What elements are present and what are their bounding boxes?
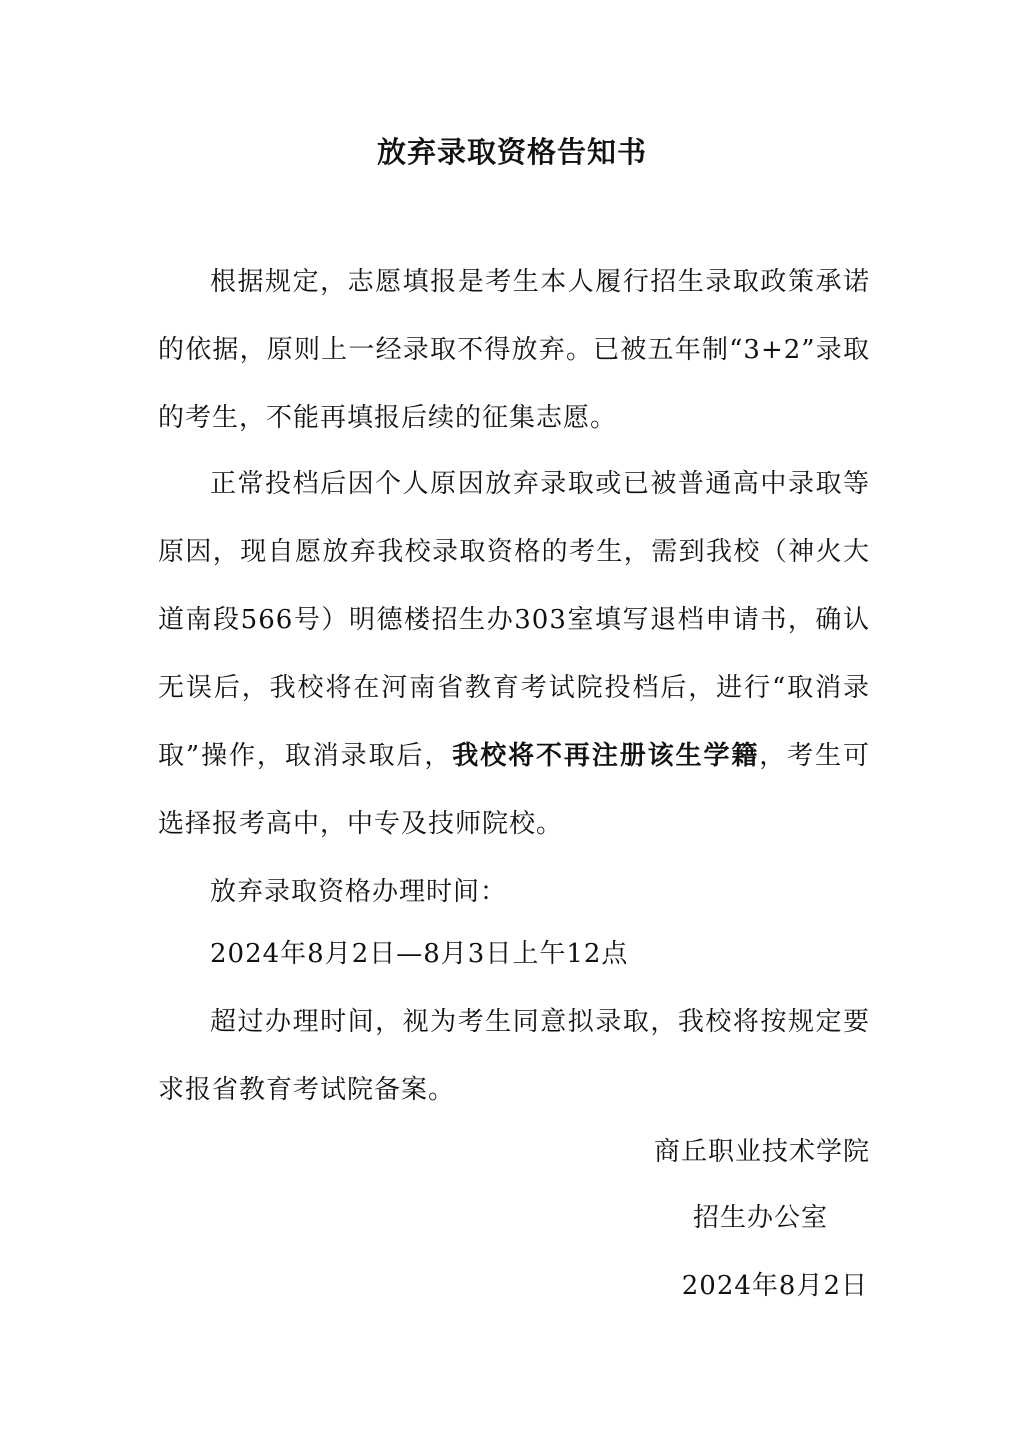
- paragraph-policy: [158, 248, 870, 452]
- processing-time-range: [158, 920, 870, 988]
- withdrawal-text-emphasis: 我校将不再注册该生学籍: [452, 741, 760, 771]
- paragraph-overdue-text: 超过办理时间，视为考生同意拟录取，我校将按规定要求报省教育考试院备案。: [158, 1007, 870, 1105]
- withdrawal-text-part1: 正常投档后因个人原因放弃录取或已被普通高中录取等原因，现自愿放弃我校录取资格的考生，需到我校（神火大道南段566号）明德楼招生办303室填写退档申请书，确认无误后，我校将在河南省教育考试院投档后，进行“取消录取”操作，取消录取后，: [158, 469, 870, 771]
- signature-organization: 商丘职业技术学院: [653, 1137, 870, 1167]
- processing-time-heading-text: 放弃录取资格办理时间：: [210, 877, 508, 907]
- paragraph-withdrawal-procedure: [158, 450, 870, 858]
- paragraph-policy-text: 根据规定，志愿填报是考生本人履行招生录取政策承诺的依据，原则上一经录取不得放弃。已被五年制“3+2”录取的考生，不能再填报后续的征集志愿。: [158, 267, 870, 433]
- processing-time-range-text: 2024年8月2日—8月3日上午12点: [210, 939, 629, 969]
- paragraph-withdrawal-text: [158, 450, 870, 858]
- signature-office: 招生办公室: [692, 1203, 828, 1233]
- document-title: 放弃录取资格告知书: [376, 135, 647, 169]
- processing-time-heading: [158, 858, 870, 926]
- paragraph-overdue: [158, 988, 870, 1124]
- signature-date: 2024年8月2日: [681, 1271, 868, 1301]
- withdrawal-text-part2: ，考生可选择报考高中，中专及技师院校。: [158, 741, 870, 839]
